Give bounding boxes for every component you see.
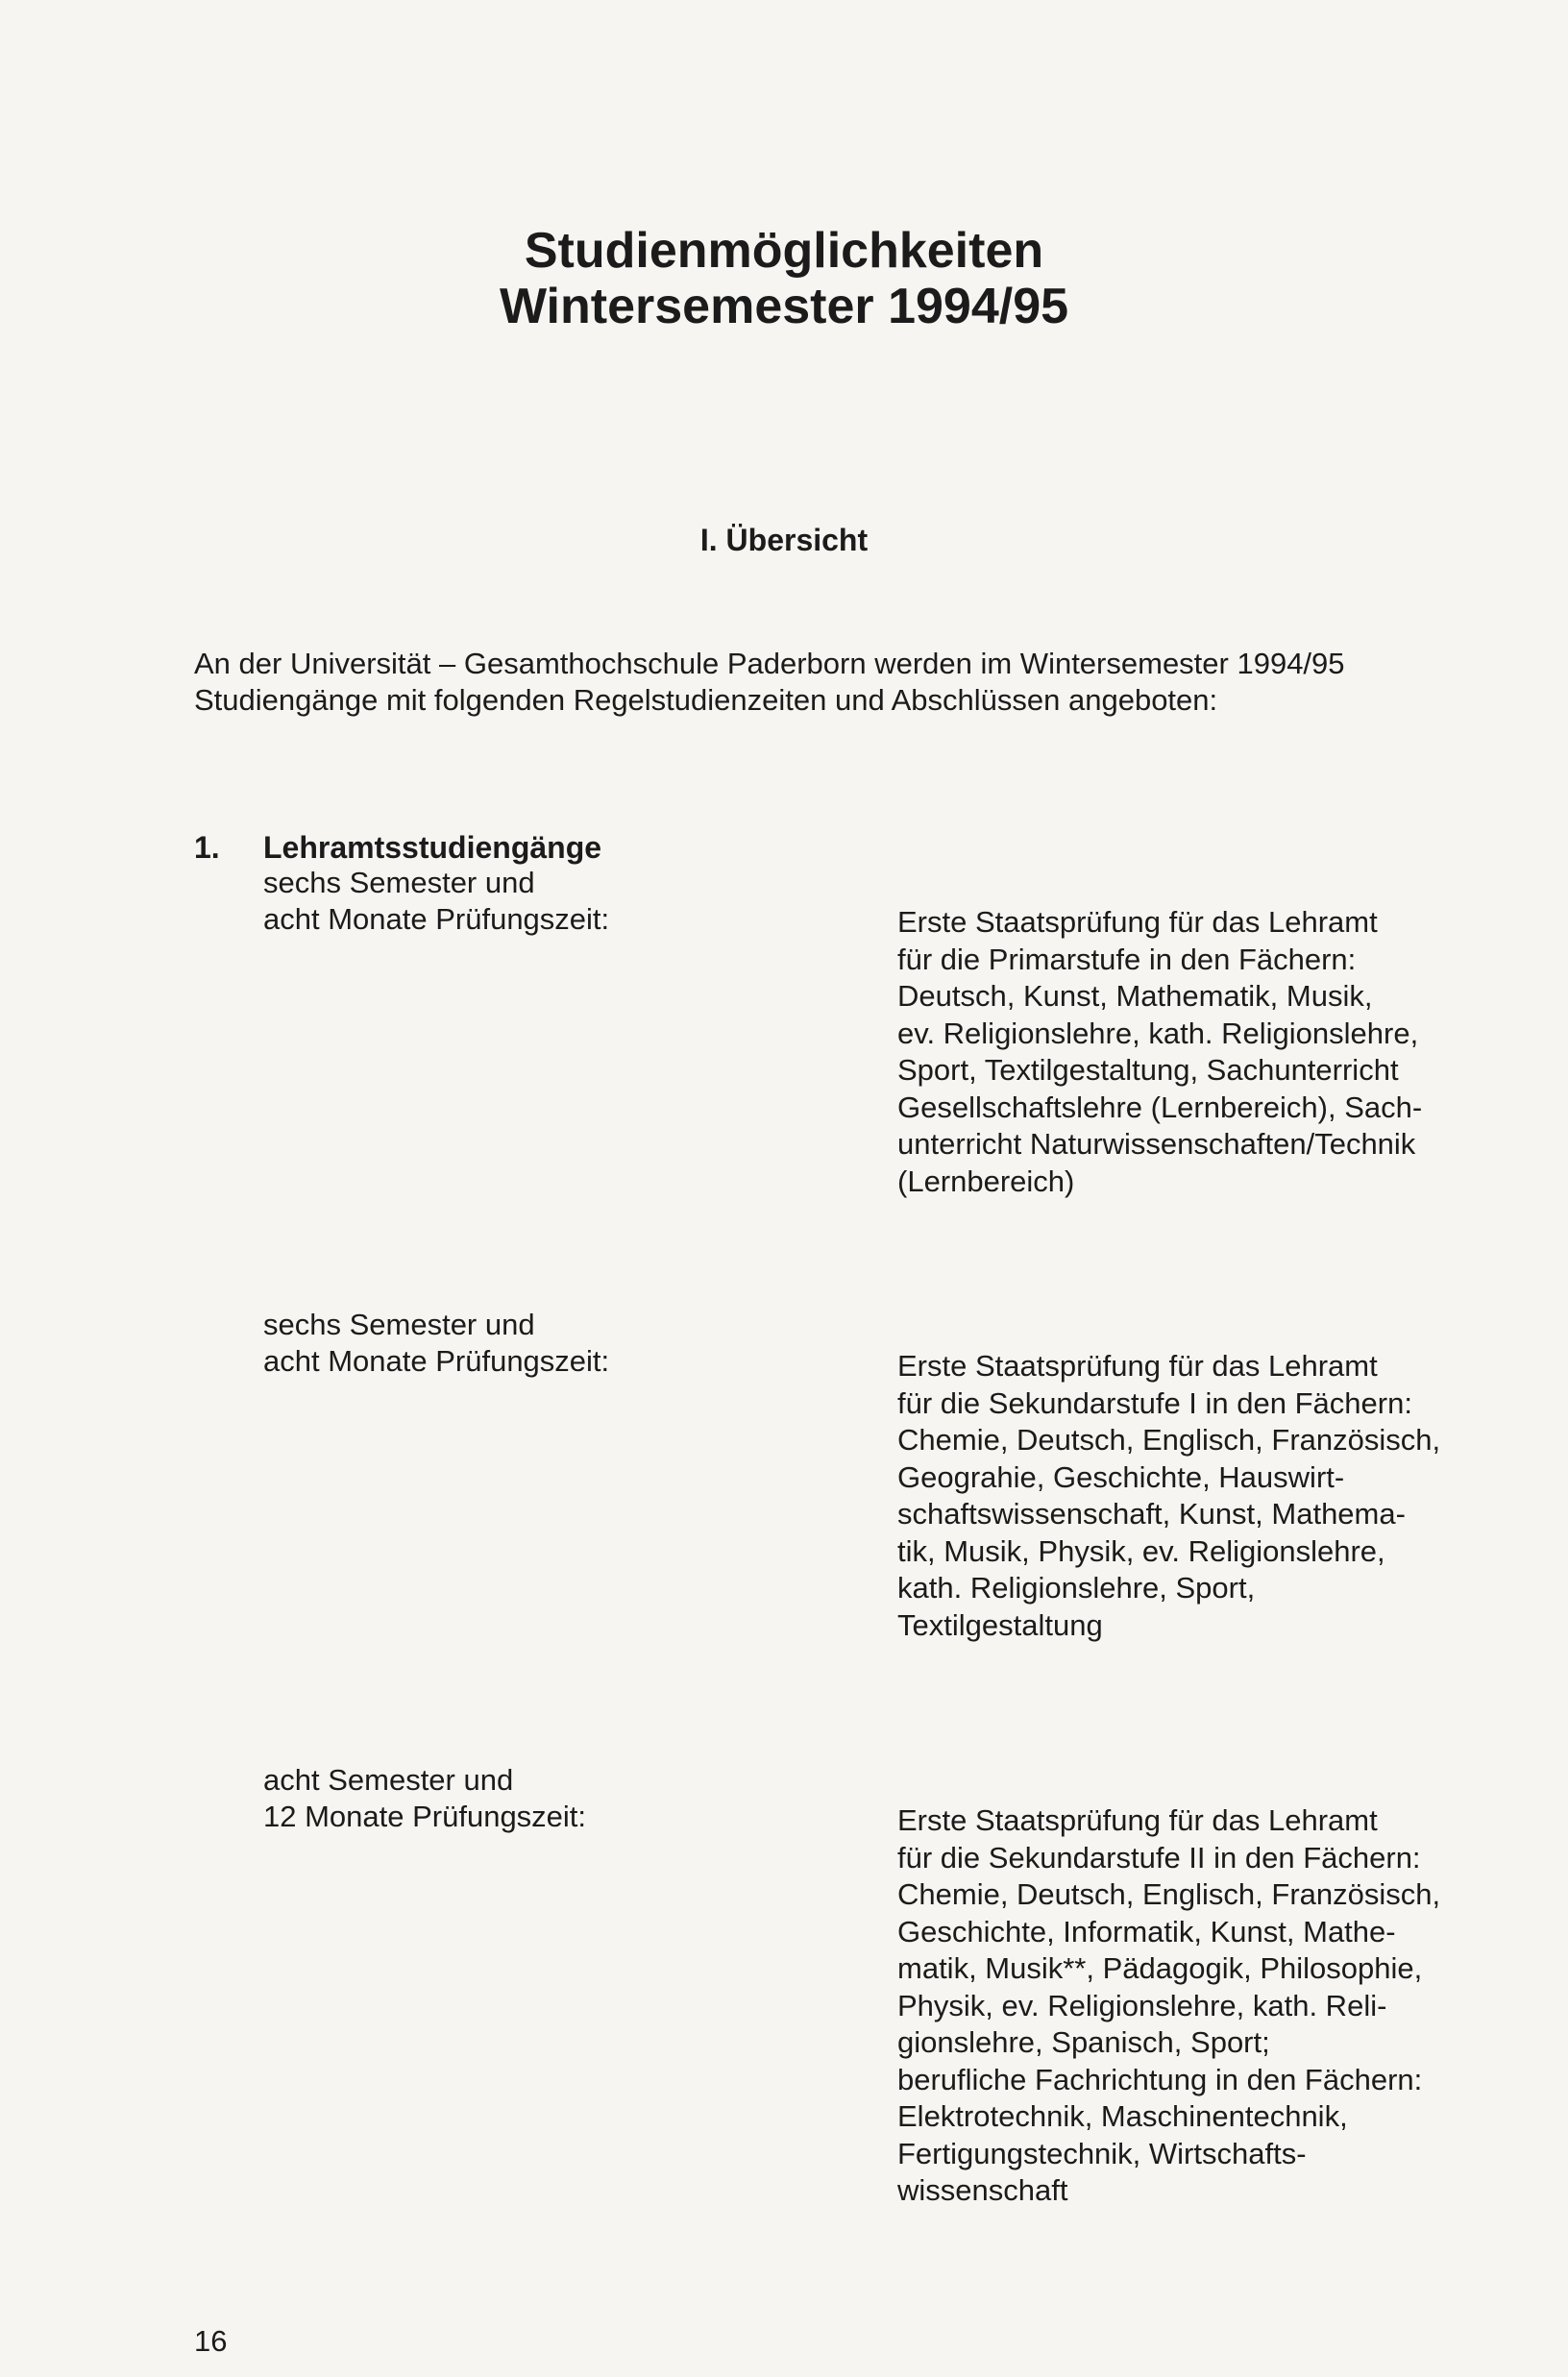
- item-number: 1.: [194, 830, 220, 865]
- duration-line: 12 Monate Prüfungszeit:: [263, 1800, 587, 1833]
- duration-line: acht Semester und: [263, 1763, 514, 1797]
- entry-3-duration: [263, 1762, 586, 1835]
- degree-line: Erste Staatsprüfung für das Lehramt: [897, 1803, 1378, 1837]
- intro-paragraph: [194, 646, 1462, 719]
- degree-line: wissenschaft: [897, 2173, 1068, 2207]
- title-line-1: Studienmöglichkeiten: [524, 223, 1044, 279]
- degree-line: Gesellschaftslehre (Lernbereich), Sach-: [897, 1090, 1423, 1124]
- section-heading: I. Übersicht: [699, 523, 869, 557]
- degree-line: kath. Religionslehre, Sport,: [897, 1571, 1256, 1605]
- entry-2-degree: [897, 1348, 1440, 1644]
- degree-line: Sport, Textilgestaltung, Sachunterricht: [897, 1053, 1399, 1087]
- duration-line: acht Monate Prüfungszeit:: [263, 902, 610, 936]
- item-title: Lehramtsstudiengänge: [263, 830, 602, 865]
- degree-line: für die Sekundarstufe II in den Fächern:: [897, 1840, 1421, 1875]
- duration-line: sechs Semester und: [263, 866, 535, 899]
- degree-line: Geschichte, Informatik, Kunst, Mathe-: [897, 1914, 1396, 1948]
- entry-1-duration: [263, 865, 609, 938]
- entry-2-duration: [263, 1307, 609, 1380]
- item-heading: [194, 828, 601, 867]
- degree-line: tik, Musik, Physik, ev. Religionslehre,: [897, 1533, 1385, 1568]
- intro-line: Studiengänge mit folgenden Regelstudienzeiten und Abschlüssen angeboten:: [194, 683, 1218, 717]
- page-title: [0, 223, 1568, 334]
- duration-line: acht Monate Prüfungszeit:: [263, 1344, 610, 1378]
- degree-line: unterricht Naturwissenschaften/Technik: [897, 1127, 1416, 1161]
- entry-1-degree: [897, 904, 1422, 1200]
- entry-3-degree: [897, 1802, 1440, 2210]
- degree-line: schaftswissenschaft, Kunst, Mathema-: [897, 1497, 1406, 1531]
- intro-line: An der Universität – Gesamthochschule Paderborn werden im Wintersemester 1994/95: [194, 647, 1345, 680]
- degree-line: Chemie, Deutsch, Englisch, Französisch,: [897, 1423, 1441, 1457]
- degree-line: Deutsch, Kunst, Mathematik, Musik,: [897, 979, 1373, 1013]
- degree-line: Textilgestaltung: [897, 1607, 1103, 1642]
- degree-line: matik, Musik**, Pädagogik, Philosophie,: [897, 1951, 1423, 1985]
- degree-line: ev. Religionslehre, kath. Religionslehre,: [897, 1016, 1419, 1050]
- degree-line: für die Primarstufe in den Fächern:: [897, 942, 1357, 976]
- degree-line: Physik, ev. Religionslehre, kath. Reli-: [897, 1988, 1387, 2022]
- degree-line: (Lernbereich): [897, 1164, 1075, 1198]
- degree-line: Elektrotechnik, Maschinentechnik,: [897, 2099, 1348, 2133]
- degree-line: Geograhie, Geschichte, Hauswirt-: [897, 1459, 1345, 1494]
- page-number: 16: [194, 2324, 228, 2358]
- degree-line: gionslehre, Spanisch, Sport;: [897, 2025, 1270, 2059]
- degree-line: Erste Staatsprüfung für das Lehramt: [897, 905, 1378, 939]
- degree-line: berufliche Fachrichtung in den Fächern:: [897, 2062, 1423, 2096]
- degree-line: Fertigungstechnik, Wirtschafts-: [897, 2136, 1307, 2170]
- degree-line: Chemie, Deutsch, Englisch, Französisch,: [897, 1877, 1441, 1911]
- degree-line: Erste Staatsprüfung für das Lehramt: [897, 1349, 1378, 1383]
- degree-line: für die Sekundarstufe I in den Fächern:: [897, 1385, 1412, 1420]
- duration-line: sechs Semester und: [263, 1308, 535, 1341]
- title-line-2: Wintersemester 1994/95: [499, 279, 1069, 334]
